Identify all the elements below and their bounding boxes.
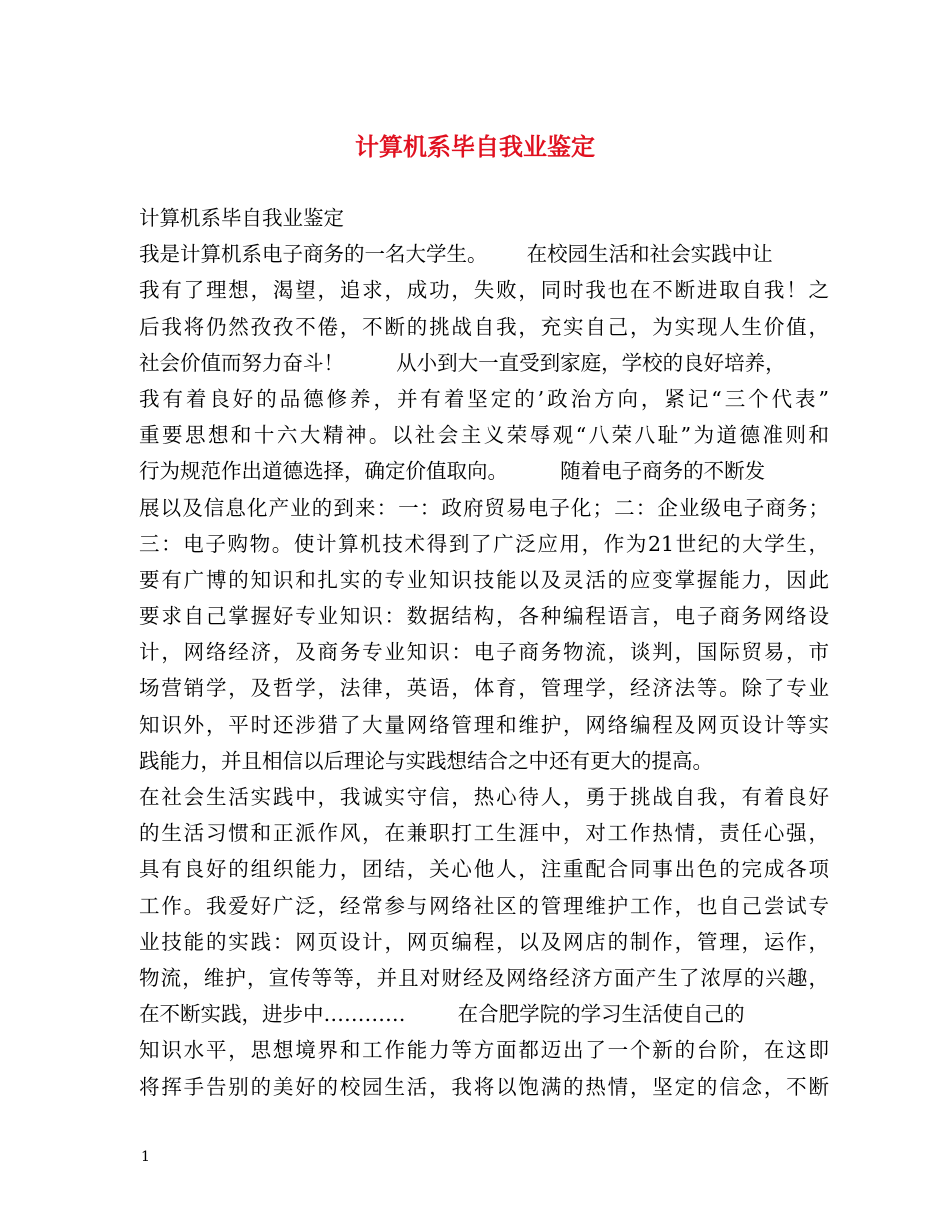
page-number: 1 xyxy=(141,1149,150,1165)
body-line: 在社会生活实践中，我诚实守信，热心待人，勇于挑战自我，有着良好 xyxy=(139,785,829,809)
body-line: 具有良好的组织能力，团结，关心他人，注重配合同事出色的完成各项 xyxy=(139,857,829,882)
body-line: 行为规范作出道德选择，确定价值取向。 随着电子商务的不断发 xyxy=(139,459,766,484)
body-line: 业技能的实践：网页设计，网页编程，以及网店的制作，管理，运作， xyxy=(139,929,829,954)
document-title: 计算机系毕自我业鉴定 xyxy=(355,133,595,161)
body-line: 社会价值而努力奋斗！ 从小到大一直受到家庭，学校的良好培养， xyxy=(139,350,786,375)
body-line: 重要思想和十六大精神。以社会主义荣辱观“八荣八耻”为道德准则和 xyxy=(139,423,829,448)
document-body xyxy=(139,200,829,1105)
body-line: 计算机系毕自我业鉴定 xyxy=(139,206,344,230)
body-line: 我有着良好的品德修养，并有着坚定的’政治方向，紧记“三个代表” xyxy=(139,386,829,411)
body-line: 场营销学，及哲学，法律，英语，体育，管理学，经济法等。除了专业 xyxy=(139,676,829,701)
body-line: 的生活习惯和正派作风，在兼职打工生涯中，对工作热情，责任心强， xyxy=(139,821,829,846)
body-line: 物流，维护，宣传等等，并且对财经及网络经济方面产生了浓厚的兴趣， xyxy=(139,965,829,990)
body-line: 践能力，并且相信以后理论与实践想结合之中还有更大的提高。 xyxy=(139,748,713,773)
body-line: 将挥手告别的美好的校园生活，我将以饱满的热情，坚定的信念，不断 xyxy=(139,1074,829,1099)
body-line: 要有广博的知识和扎实的专业知识技能以及灵活的应变掌握能力，因此 xyxy=(139,567,829,592)
body-line: 要求自己掌握好专业知识：数据结构，各种编程语言，电子商务网络设 xyxy=(139,604,829,629)
body-line: 计，网络经济，及商务专业知识：电子商务物流，谈判，国际贸易，市 xyxy=(139,640,829,665)
body-line: 工作。我爱好广泛，经常参与网络社区的管理维护工作，也自己尝试专 xyxy=(139,893,829,918)
body-line: 我有了理想，渴望，追求，成功，失败，同时我也在不断进取自我！之 xyxy=(139,278,829,303)
body-line: 后我将仍然孜孜不倦，不断的挑战自我，充实自己，为实现人生价值， xyxy=(139,314,829,339)
body-line: 知识水平，思想境界和工作能力等方面都迈出了一个新的台阶，在这即 xyxy=(139,1038,829,1063)
body-line: 我是计算机系电子商务的一名大学生。 在校园生活和社会实践中让 xyxy=(139,242,773,267)
body-line: 展以及信息化产业的到来：一：政府贸易电子化；二：企业级电子商务； xyxy=(139,495,829,520)
body-line: 知识外，平时还涉猎了大量网络管理和维护，网络编程及网页设计等实 xyxy=(139,712,829,737)
body-line: 在不断实践，进步中………… 在合肥学院的学习生活使自己的 xyxy=(139,1002,745,1027)
body-line: 三：电子购物。使计算机技术得到了广泛应用，作为21世纪的大学生， xyxy=(139,531,829,556)
